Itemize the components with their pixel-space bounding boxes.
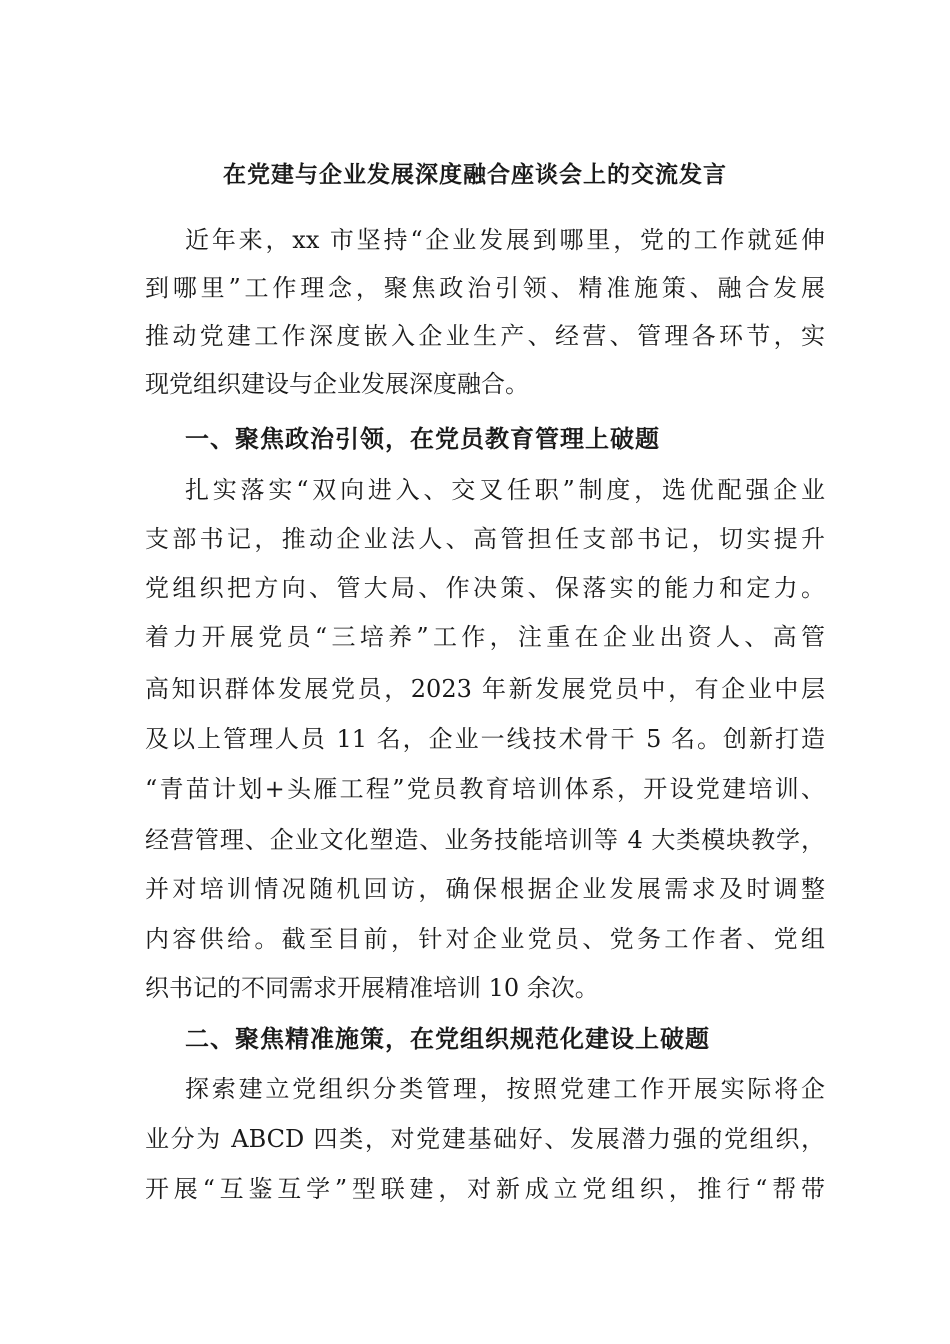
intro-line-3: 推动党建工作深度嵌入企业生产、经营、管理各环节，实 — [145, 322, 825, 350]
intro-line-4: 现党组织建设与企业发展深度融合。 — [145, 370, 529, 398]
document-title: 在党建与企业发展深度融合座谈会上的交流发言 — [223, 161, 727, 188]
intro-line-1: 近年来，xx 市坚持“企业发展到哪里，党的工作就延伸 — [185, 226, 825, 254]
section-2-line-1: 探索建立党组织分类管理，按照党建工作开展实际将企 — [185, 1075, 825, 1103]
section-2-line-3: 开展“互鉴互学”型联建，对新成立党组织，推行“帮带 — [145, 1175, 825, 1203]
section-1-line-4: 着力开展党员“三培养”工作，注重在企业出资人、高管 — [145, 623, 825, 651]
section-1-line-10: 内容供给。截至目前，针对企业党员、党务工作者、党组 — [145, 925, 825, 953]
section-2-heading: 二、聚焦精准施策，在党组织规范化建设上破题 — [185, 1024, 710, 1053]
section-1-line-2: 支部书记，推动企业法人、高管担任支部书记，切实提升 — [145, 525, 825, 553]
section-1-line-9: 并对培训情况随机回访，确保根据企业发展需求及时调整 — [145, 875, 825, 903]
section-1-line-5: 高知识群体发展党员，2023 年新发展党员中，有企业中层 — [145, 675, 825, 703]
intro-line-2: 到哪里”工作理念，聚焦政治引领、精准施策、融合发展 — [145, 274, 825, 302]
section-1-line-3: 党组织把方向、管大局、作决策、保落实的能力和定力。 — [145, 574, 825, 602]
section-1-line-8: 经营管理、企业文化塑造、业务技能培训等 4 大类模块教学， — [145, 826, 825, 854]
section-2-line-2: 业分为 ABCD 四类，对党建基础好、发展潜力强的党组织， — [145, 1125, 825, 1153]
section-1-line-1: 扎实落实“双向进入、交叉任职”制度，选优配强企业 — [185, 476, 825, 504]
section-1-line-6: 及以上管理人员 11 名，企业一线技术骨干 5 名。创新打造 — [145, 725, 825, 753]
section-1-line-7: “青苗计划+头雁工程”党员教育培训体系，开设党建培训、 — [145, 775, 825, 803]
section-1-line-11: 织书记的不同需求开展精准培训 10 余次。 — [145, 974, 599, 1002]
section-1-heading: 一、聚焦政治引领，在党员教育管理上破题 — [185, 424, 660, 453]
